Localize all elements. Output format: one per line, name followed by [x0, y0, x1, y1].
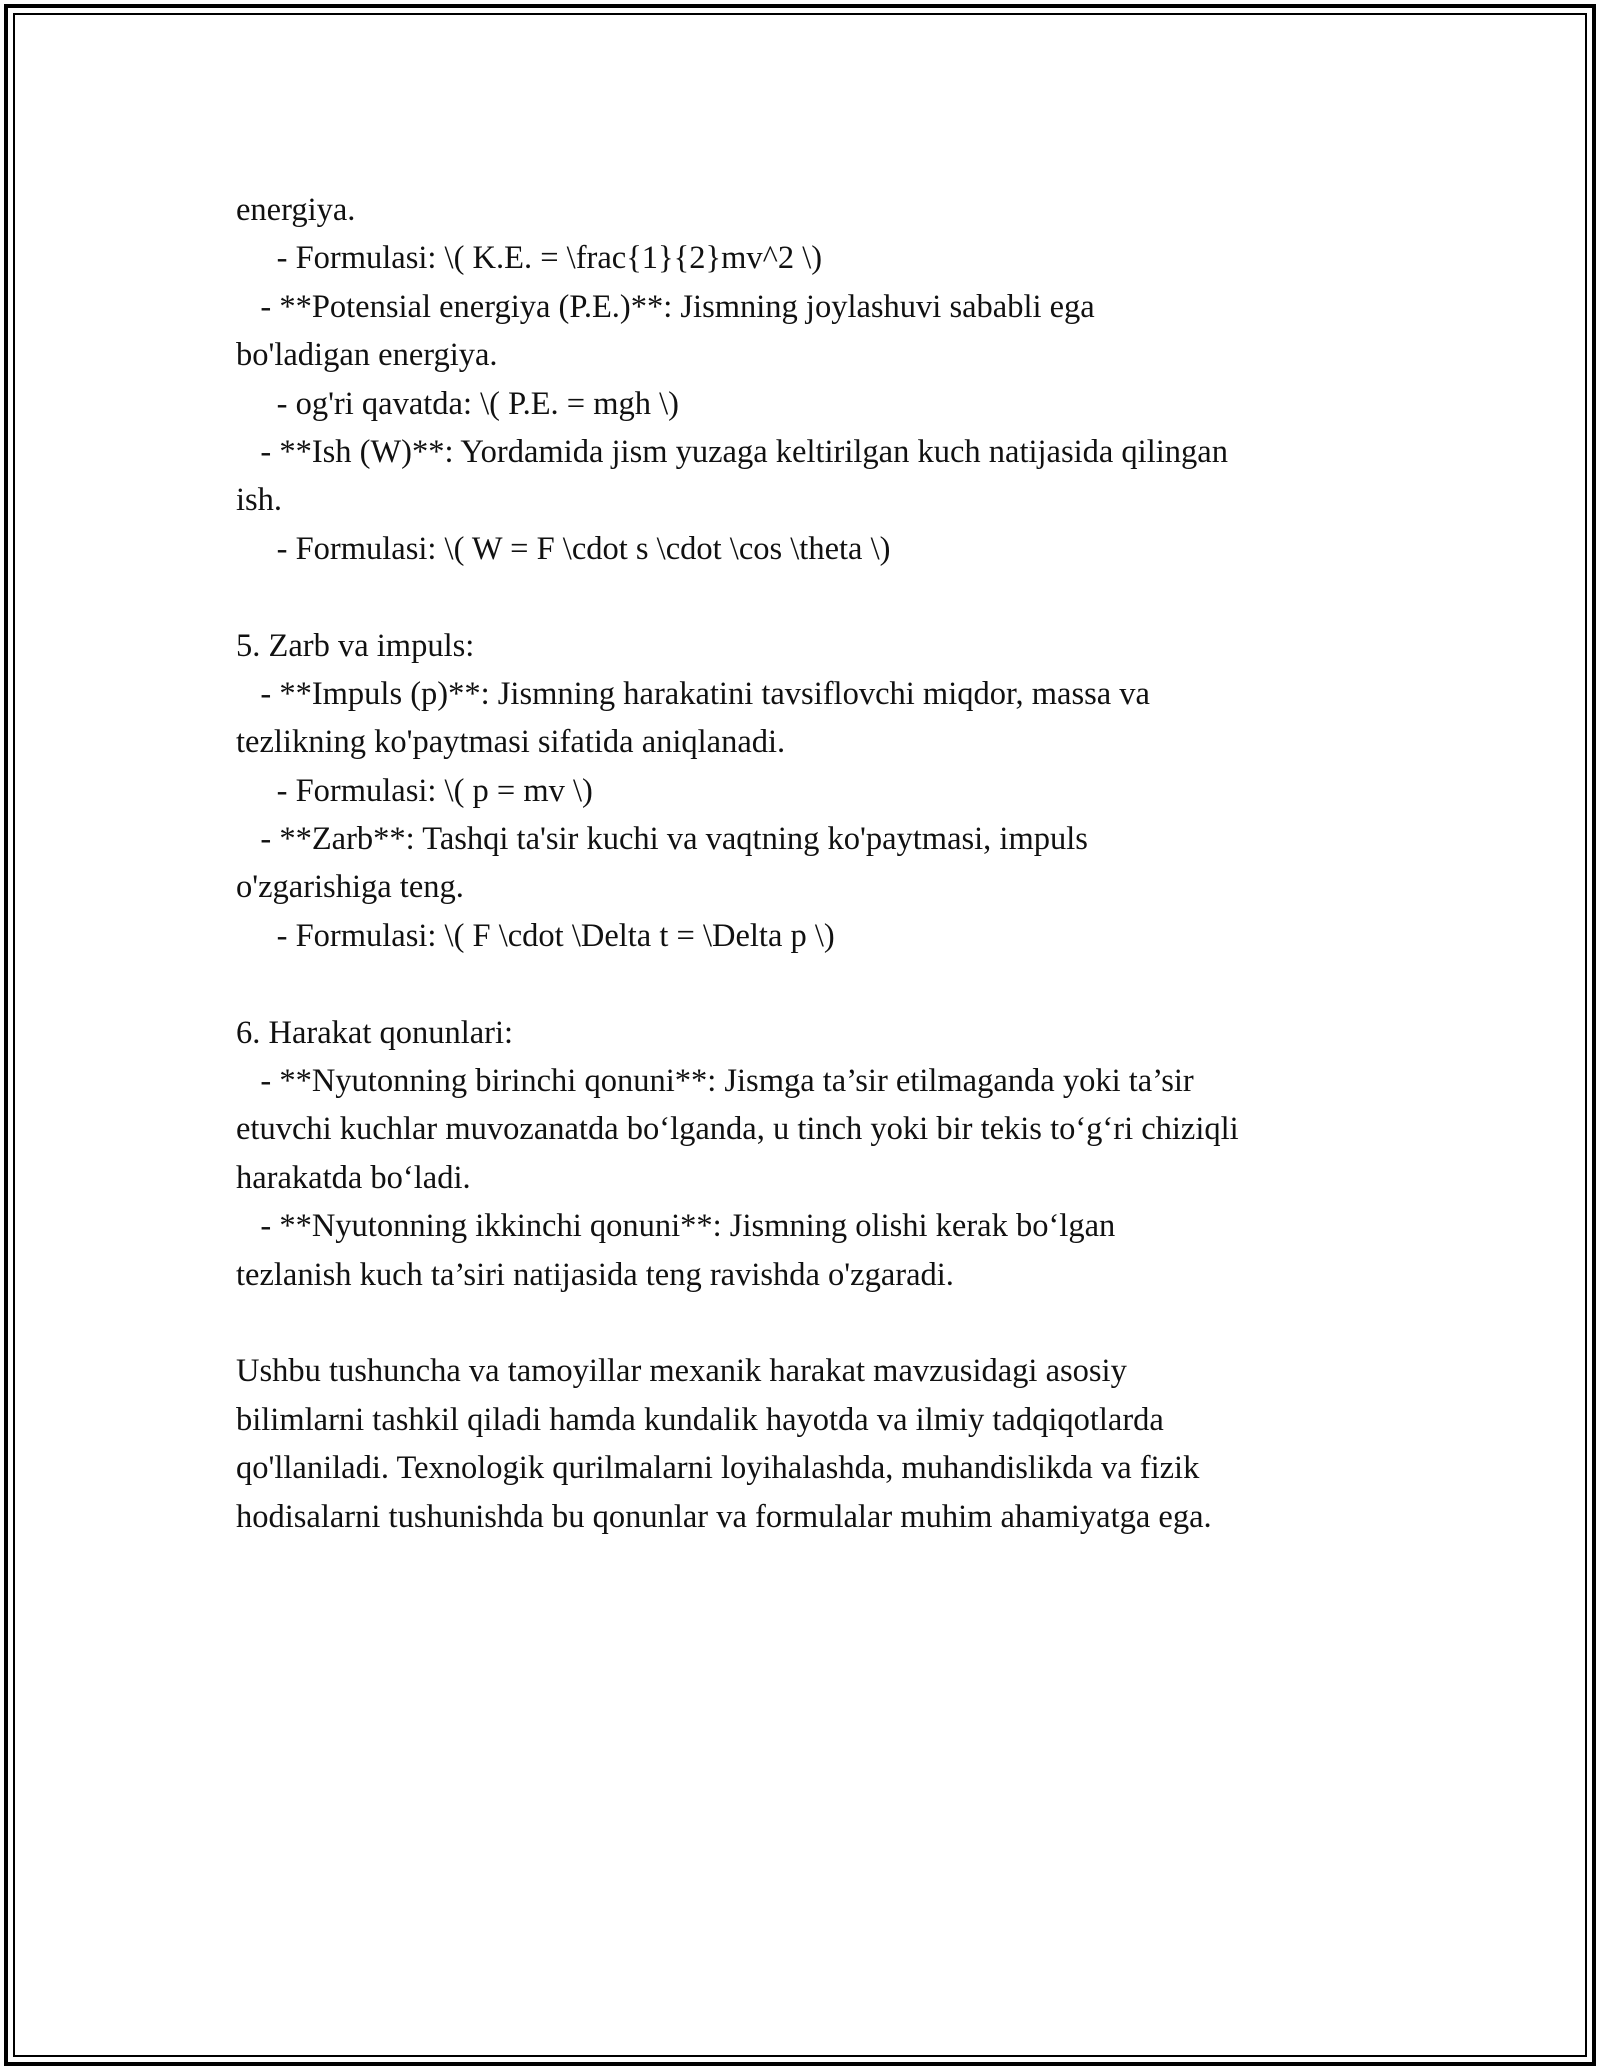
text-line: bo'ladigan energiya.	[236, 337, 498, 374]
text-line: - **Potensial energiya (P.E.)**: Jismning joylashuvi sababli ega	[236, 288, 1095, 325]
section-heading: 5. Zarb va impuls:	[236, 627, 475, 664]
text-line: - **Zarb**: Tashqi ta'sir kuchi va vaqtning ko'paytmasi, impuls	[236, 821, 1088, 858]
blank-line	[236, 573, 1416, 621]
text-line: - Formulasi: \( p = mv \)	[236, 772, 593, 809]
text-line: tezlikning ko'paytmasi sifatida aniqlanadi.	[236, 724, 786, 761]
text-line: etuvchi kuchlar muvozanatda bo‘lganda, u tinch yoki bir tekis to‘g‘ri chiziqli	[236, 1111, 1239, 1148]
text-line: - Formulasi: \( W = F \cdot s \cdot \cos \theta \)	[236, 530, 891, 567]
conclusion-line: bilimlarni tashkil qiladi hamda kundalik hayotda va ilmiy tadqiqotlarda	[236, 1401, 1164, 1438]
blank-line	[236, 960, 1416, 1008]
conclusion-line: qo'llaniladi. Texnologik qurilmalarni loyihalashda, muhandislikda va fizik	[236, 1450, 1200, 1487]
text-line: - **Ish (W)**: Yordamida jism yuzaga keltirilgan kuch natijasida qilingan	[236, 433, 1228, 470]
text-line: - **Nyutonning birinchi qonuni**: Jismga ta’sir etilmaganda yoki ta’sir	[236, 1063, 1194, 1100]
conclusion-line: Ushbu tushuncha va tamoyillar mexanik harakat mavzusidagi asosiy	[236, 1353, 1127, 1390]
text-line: - **Nyutonning ikkinchi qonuni**: Jismning olishi kerak bo‘lgan	[236, 1208, 1116, 1245]
text-line: - og'ri qavatda: \( P.E. = mgh \)	[236, 385, 680, 422]
blank-line	[236, 1299, 1416, 1347]
text-line: harakatda bo‘ladi.	[236, 1159, 471, 1196]
text-line: tezlanish kuch ta’siri natijasida teng ravishda o'zgaradi.	[236, 1256, 954, 1293]
text-line: - **Impuls (p)**: Jismning harakatini tavsiflovchi miqdor, massa va	[236, 675, 1150, 712]
document-body	[236, 186, 1416, 1541]
text-line: o'zgarishiga teng.	[236, 869, 464, 906]
conclusion-line: hodisalarni tushunishda bu qonunlar va formulalar muhim ahamiyatga ega.	[236, 1498, 1212, 1535]
text-line: - Formulasi: \( K.E. = \frac{1}{2}mv^2 \)	[236, 240, 823, 277]
section-heading: 6. Harakat qonunlari:	[236, 1014, 514, 1051]
text-line: energiya.	[236, 192, 356, 228]
text-line: ish.	[236, 482, 283, 519]
text-line: - Formulasi: \( F \cdot \Delta t = \Delta p \)	[236, 917, 835, 954]
